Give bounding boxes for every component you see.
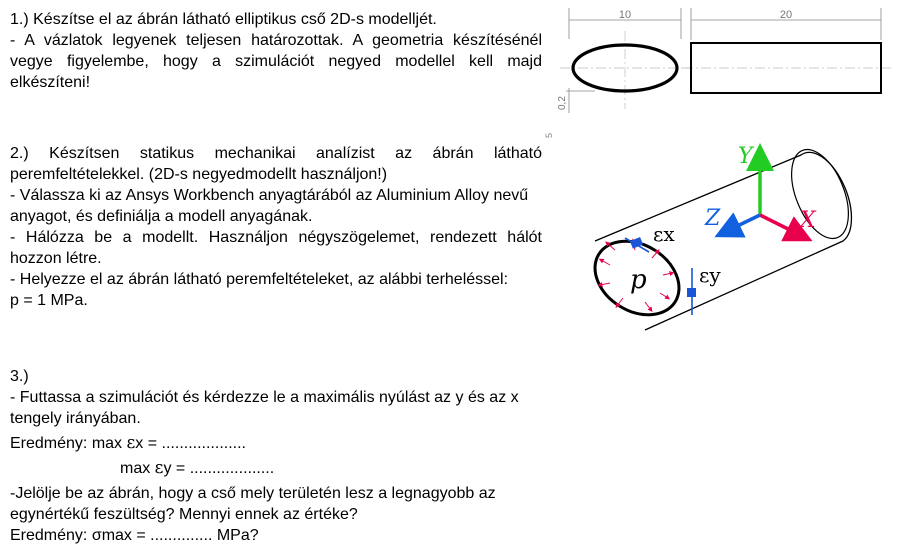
result-eps-y xyxy=(10,458,542,479)
task-2-boundary: - Helyezze el az ábrán látható peremfeltételeket, az alábbi terheléssel: xyxy=(10,271,509,288)
epsilon-symbol: ε xyxy=(126,433,136,453)
z-axis-arrow xyxy=(727,215,760,231)
result-eps-x xyxy=(10,433,542,454)
task-2-load: p = 1 MPa. xyxy=(10,292,88,309)
task-1-body: - A vázlatok legyenek teljesen határozottak. A geometria készítésénél vegye figyelembe, hogy a szimulációt negyed modellel kell majd elkészíteni! xyxy=(10,32,542,91)
answer-blank: = ................... xyxy=(171,460,275,477)
boundary-condition-figure xyxy=(555,135,855,325)
task-1 xyxy=(10,9,542,93)
task-2-material: - Válassza ki az Ansys Workbench anyagtárából az Aluminium Alloy nevű anyagot, és definiálja a modell anyagának. xyxy=(10,187,529,225)
dim-width-label: 10 xyxy=(618,9,632,21)
pressure-label: p xyxy=(630,265,647,295)
task-3 xyxy=(10,366,542,546)
strain-y-label: εy xyxy=(699,263,721,287)
technical-drawing xyxy=(544,5,895,140)
dim-length-label: 20 xyxy=(779,9,793,21)
result-label: Eredmény: max xyxy=(10,435,127,452)
epsilon-symbol: ε xyxy=(154,458,164,478)
task-1-title: 1.) Készítse el az ábrán látható elliptikus cső 2D-s modelljét. xyxy=(10,11,437,28)
axis-label: y xyxy=(163,460,172,477)
task-3-stress-result: Eredmény: σmax = .............. MPa? xyxy=(10,527,259,544)
z-axis-label: Z xyxy=(705,206,721,231)
y-axis-label: Y xyxy=(738,144,753,169)
answer-blank: = ................... xyxy=(143,435,246,452)
task-3-stress-question: -Jelölje be az ábrán, hogy a cső mely területén lesz a legnagyobb az egynértékű feszültség? Mennyi ennek az értéke? xyxy=(10,485,496,523)
task-2-mesh: - Hálózza be a modellt. Használjon négyszögelemet, rendezett hálót hozzon létre. xyxy=(10,229,542,267)
dim-thickness-label: 0,2 xyxy=(557,96,568,110)
result-label: max xyxy=(120,460,155,477)
x-axis-arrow xyxy=(760,215,800,235)
task-3-title: 3.) xyxy=(10,368,29,385)
x-axis-label: X xyxy=(800,208,816,233)
strain-y-marker xyxy=(687,288,696,297)
task-2 xyxy=(10,143,542,311)
task-2-title: 2.) Készítsen statikus mechanikai analízist az ábrán látható peremfeltételekkel. (2D-s negyedmodellt használjon!) xyxy=(10,145,542,183)
dim-height-label: 5 xyxy=(544,132,554,138)
task-3-run: - Futtassa a szimulációt és kérdezze le a maximális nyúlást az y és az x tengely irányában. xyxy=(10,389,519,427)
strain-x-label: εx xyxy=(653,222,675,246)
axis-label: x xyxy=(135,435,144,452)
